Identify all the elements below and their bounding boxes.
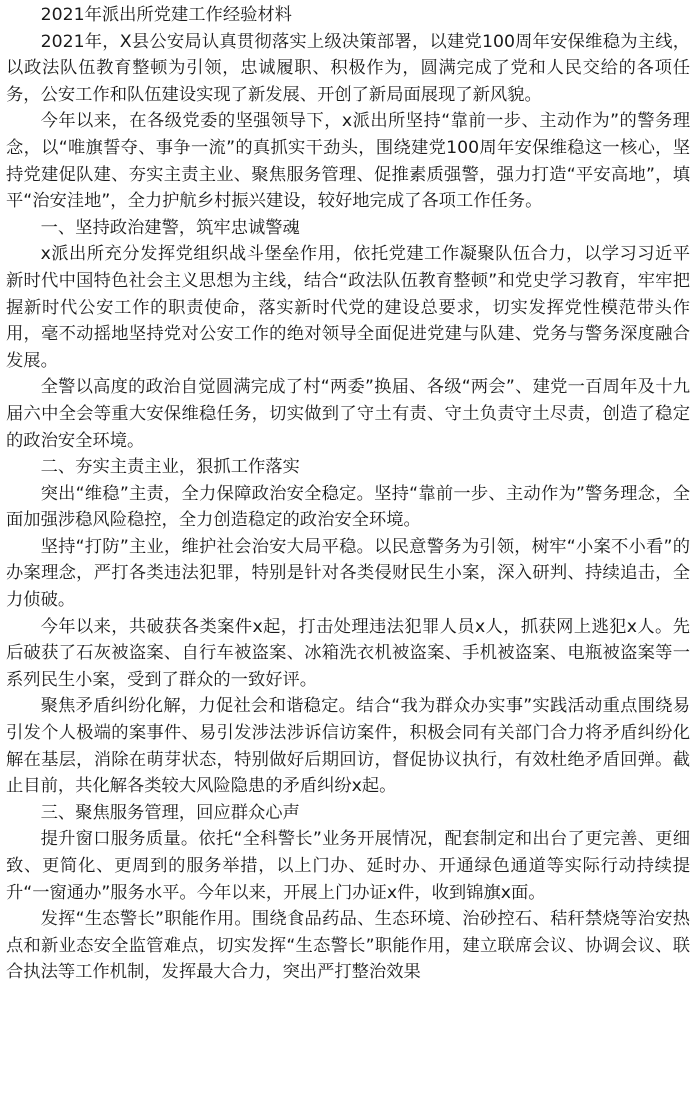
section-heading: 二、夯实主责主业，狠抓工作落实	[40, 457, 300, 478]
paragraph: 今年以来，在各级党委的坚强领导下，x派出所坚持“靠前一步、主动作为”的警务理念，以“唯旗誓夺、事争一流”的真抓实干劲头，围绕建党100周年安保维稳这一核心，坚持党建促队建、夯实主责主业、聚焦服务管理、促推素质强警，强力打造“平安高地”，填平“治安洼地”，全力护航乡村振兴建设，较好地完成了各项工作任务。	[6, 111, 690, 212]
paragraph: 突出“维稳”主责，全力保障政治安全稳定。坚持“靠前一步、主动作为”警务理念，全面加强涉稳风险稳控，全力创造稳定的政治安全环境。	[6, 483, 690, 531]
paragraph: 全警以高度的政治自觉圆满完成了村“两委”换届、各级“两会”、建党一百周年及十九届六中全会等重大安保维稳任务，切实做到了守土有责、守土负责守土尽责，创造了稳定的政治安全环境。	[6, 377, 690, 451]
section-heading: 三、聚焦服务管理，回应群众心声	[40, 802, 300, 823]
paragraph: 提升窗口服务质量。依托“全科警长”业务开展情况，配套制定和出台了更完善、更细致、更简化、更周到的服务举措，以上门办、延时办、开通绿色通道等实际行动持续提升“一窗通办”服务水平。今年以来，开展上门办证x件，收到锦旗x面。	[6, 829, 690, 903]
paragraph: 坚持“打防”主业，维护社会治安大局平稳。以民意警务为引领，树牢“小案不小看”的办案理念，严打各类违法犯罪，特别是针对各类侵财民生小案，深入研判、持续追击，全力侦破。	[6, 536, 690, 611]
paragraph: 聚焦矛盾纠纷化解，力促社会和谐稳定。结合“我为群众办实事”实践活动重点围绕易引发个人极端的案事件、易引发涉法涉诉信访案件，积极会同有关部门合力将矛盾纠纷化解在基层，消除在萌芽状态，特别做好后期回访，督促协议执行，有效杜绝矛盾回弹。截止目前，共化解各类较大风险隐患的矛盾纠纷x起。	[6, 696, 690, 797]
paragraph: 2021年，X县公安局认真贯彻落实上级决策部署，以建党100周年安保维稳为主线，以政法队伍教育整顿为引领，忠诚履职、积极作为，圆满完成了党和人民交给的各项任务，公安工作和队伍建设实现了新发展、开创了新局面展现了新风貌。	[6, 31, 690, 105]
section-heading: 一、坚持政治建警，筑牢忠诚警魂	[40, 217, 300, 238]
paragraph: x派出所充分发挥党组织战斗堡垒作用，依托党建工作凝聚队伍合力，以学习习近平新时代中国特色社会主义思想为主线，结合“政法队伍教育整顿”和党史学习教育，牢牢把握新时代公安工作的职责使命，落实新时代党的建设总要求，切实发挥党性模范带头作用，毫不动摇地坚持党对公安工作的绝对领导全面促进党建与队建、党务与警务深度融合发展。	[6, 244, 690, 371]
paragraph: 发挥“生态警长”职能作用。围绕食品药品、生态环境、治砂控石、秸秆禁烧等治安热点和新业态安全监管难点，切实发挥“生态警长”职能作用，建立联席会议、协调会议、联合执法等工作机制，发挥最大合力，突出严打整治效果	[6, 909, 690, 983]
document-title: 2021年派出所党建工作经验材料	[40, 5, 292, 25]
paragraph: 今年以来，共破获各类案件x起，打击处理违法犯罪人员x人，抓获网上逃犯x人。先后破获了石灰被盗案、自行车被盗案、冰箱洗衣机被盗案、手机被盗案、电瓶被盗案等一系列民生小案，受到了群众的一致好评。	[6, 616, 690, 690]
